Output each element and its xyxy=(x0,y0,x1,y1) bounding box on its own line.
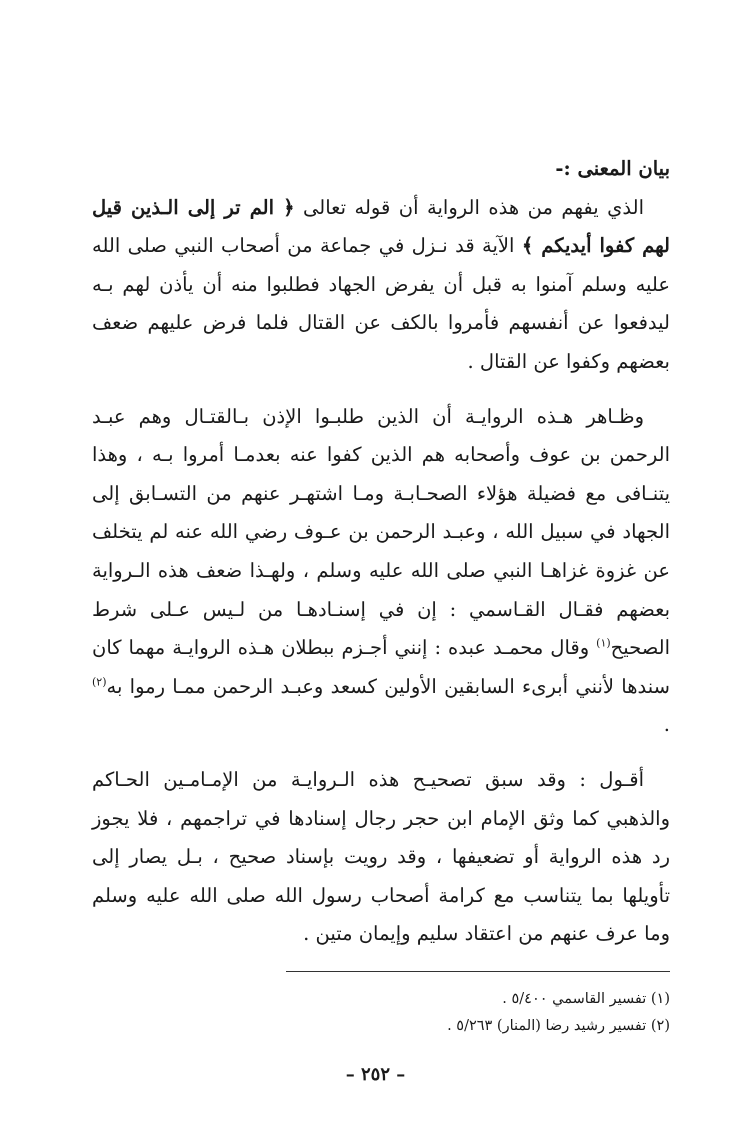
footnote-ref-2[interactable]: (٢) xyxy=(92,675,107,689)
paragraph-1 xyxy=(92,189,670,382)
main-text xyxy=(92,150,670,954)
p2-text-a: وظـاهر هـذه الروايـة أن الذين طلبـوا الإذن بـالقتـال وهم عبـد الرحمن بن عوف وأصحابه هم الذين كفوا عنه بعدمـا أمروا بـه ، وهذا يتنـافى مع فضيلة هؤلاء الصحـابـة ومـا اشتهـر عنهم من التسـابق إلى الجهاد في سبيل الله ، وعبـد الرحمن بن عـوف رضي الله عنه لم يتخلف عن غزوة غزاهـا النبي صلى الله عليه وسلم ، ولهـذا ضعف هذه الـرواية بعضهم فقـال القـاسمي : إن في إسنـادهـا من لـيس عـلى شرط الصحيح xyxy=(92,404,671,660)
footnote-divider xyxy=(286,971,670,972)
paragraph-2 xyxy=(92,398,670,745)
p1-text-b: الآية قد نـزل في جماعة من أصحاب النبي صلى الله عليه وسلم آمنوا به قبل أن يفرض الجهاد فطلبوا منه أن يأذن لهم بـه ليدفعوا عن أنفسهم فأمروا بالكف عن القتال فلما فرض عليهم ضعف بعضهم وكفوا عن القتال . xyxy=(92,234,670,373)
footnote-ref-1[interactable]: (١) xyxy=(596,636,611,650)
footnote-2: (٢) تفسير رشيد رضا (المنار) ٥/٢٦٣ . xyxy=(447,1018,670,1034)
footnote-1: (١) تفسير القاسمي ٥/٤٠٠ . xyxy=(502,991,670,1007)
footnotes xyxy=(92,986,670,1040)
paragraph-3: أقـول : وقد سبق تصحيـح هذه الـروايـة من الإمـامـين الحـاكم والذهبي كما وثق الإمام ابن حجر رجال إسنادها في تراجمهم ، فلا يجوز رد هذه الرواية أو تضعيفها ، وقد رويت بإسناد صحيح ، بـل يصار إلى تأويلها بما يتناسب مع كرامة أصحاب رسول الله صلى الله عليه وسلم وما عرف عنهم من اعتقاد سليم وإيمان متين . xyxy=(92,767,670,946)
page-number: – ٢٥٢ – xyxy=(345,1064,406,1085)
quran-quote: ﴿ الم تر إلى الـذين قيل لهم كفوا أيديكم ﴾ xyxy=(92,195,670,258)
p2-text-b: وقال محمـد عبده : إنني أجـزم ببطلان هـذه الروايـة مهما كان سندها لأنني أبرىء السابقين الأولين كسعد وعبـد الرحمن ممـا رموا به xyxy=(92,636,670,698)
section-heading: بيان المعنى :- xyxy=(555,157,670,180)
p2-text-c: . xyxy=(663,713,670,737)
p1-text-a: الذي يفهم من هذه الرواية أن قوله تعالى xyxy=(303,195,644,219)
